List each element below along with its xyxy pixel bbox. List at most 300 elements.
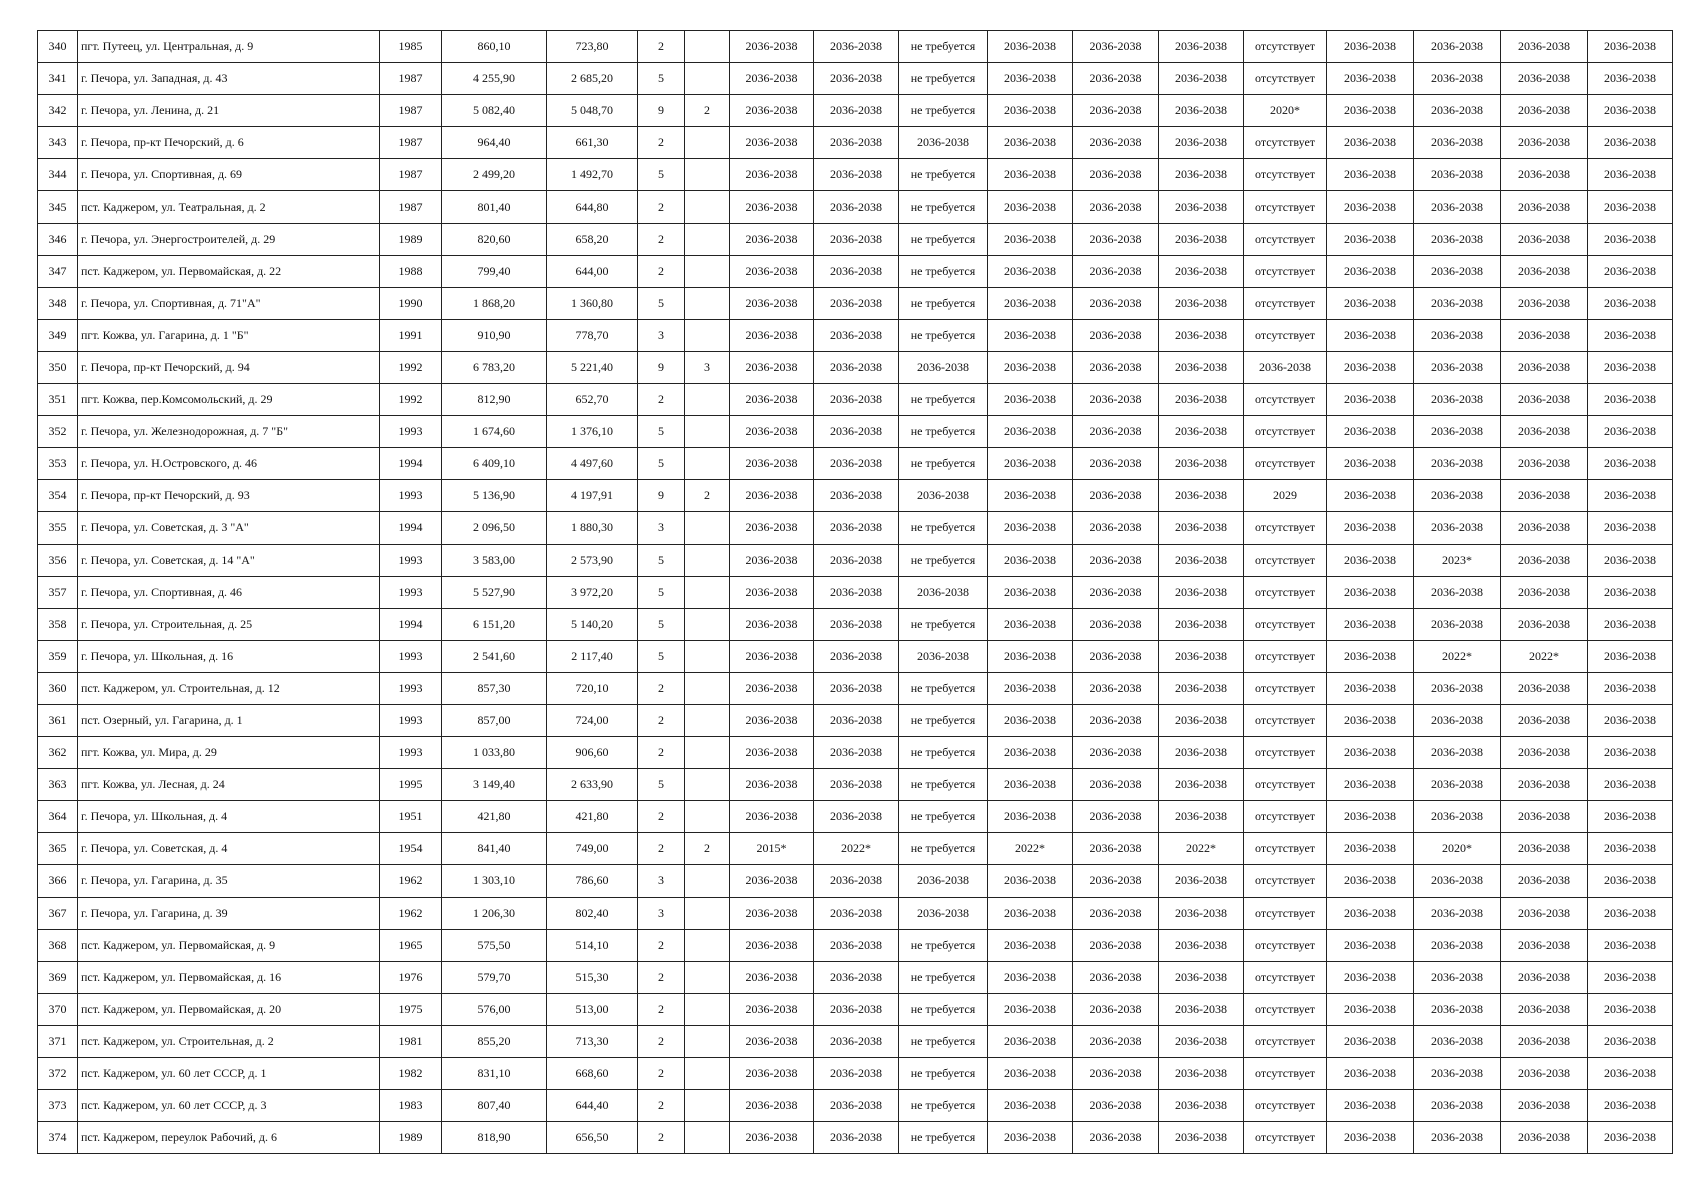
cell-repair-period-1: 2036-2038: [730, 480, 814, 512]
table-row: [38, 737, 1673, 769]
cell-repair-period-7: 2029: [1244, 480, 1327, 512]
cell-floors: 2: [638, 961, 685, 993]
cell-repair-period-10: 2036-2038: [1501, 737, 1588, 769]
cell-repair-period-8: 2036-2038: [1327, 416, 1414, 448]
cell-address: пст. Каджером, ул. 60 лет СССР, д. 1: [78, 1058, 380, 1090]
cell-repair-period-11: 2036-2038: [1588, 1090, 1673, 1122]
cell-repair-period-11: 2036-2038: [1588, 351, 1673, 383]
cell-entrances: [685, 223, 730, 255]
cell-repair-period-7: 2020*: [1244, 95, 1327, 127]
cell-row-number: 356: [38, 544, 78, 576]
cell-floors: 2: [638, 993, 685, 1025]
cell-repair-period-11: 2036-2038: [1588, 672, 1673, 704]
cell-total-area: 579,70: [442, 961, 547, 993]
cell-repair-period-5: 2036-2038: [1073, 95, 1159, 127]
cell-living-area: 656,50: [547, 1122, 638, 1154]
cell-entrances: [685, 737, 730, 769]
cell-total-area: 855,20: [442, 1025, 547, 1057]
table-row: [38, 287, 1673, 319]
cell-repair-period-8: 2036-2038: [1327, 480, 1414, 512]
cell-entrances: [685, 127, 730, 159]
cell-repair-period-4: 2036-2038: [988, 127, 1073, 159]
cell-repair-period-9: 2036-2038: [1414, 223, 1501, 255]
cell-address: г. Печора, пр-кт Печорский, д. 6: [78, 127, 380, 159]
cell-repair-period-6: 2022*: [1159, 833, 1244, 865]
cell-row-number: 348: [38, 287, 78, 319]
cell-repair-period-1: 2036-2038: [730, 737, 814, 769]
cell-address: пст. Каджером, ул. Первомайская, д. 9: [78, 929, 380, 961]
cell-repair-period-1: 2036-2038: [730, 672, 814, 704]
cell-repair-period-9: 2036-2038: [1414, 704, 1501, 736]
cell-living-area: 668,60: [547, 1058, 638, 1090]
cell-repair-period-4: 2036-2038: [988, 223, 1073, 255]
cell-repair-period-6: 2036-2038: [1159, 801, 1244, 833]
cell-entrances: [685, 1090, 730, 1122]
cell-repair-period-1: 2036-2038: [730, 576, 814, 608]
cell-repair-period-3: не требуется: [899, 191, 988, 223]
table-row: [38, 512, 1673, 544]
cell-repair-period-9: 2020*: [1414, 833, 1501, 865]
cell-year-built: 1993: [380, 480, 442, 512]
table-row: [38, 63, 1673, 95]
cell-repair-period-8: 2036-2038: [1327, 95, 1414, 127]
cell-floors: 3: [638, 897, 685, 929]
table-row: [38, 576, 1673, 608]
cell-repair-period-8: 2036-2038: [1327, 1122, 1414, 1154]
cell-repair-period-9: 2036-2038: [1414, 929, 1501, 961]
cell-repair-period-6: 2036-2038: [1159, 191, 1244, 223]
table-row: [38, 640, 1673, 672]
cell-year-built: 1993: [380, 672, 442, 704]
cell-repair-period-2: 2036-2038: [814, 255, 899, 287]
cell-repair-period-9: 2036-2038: [1414, 31, 1501, 63]
cell-living-area: 1 880,30: [547, 512, 638, 544]
cell-entrances: [685, 544, 730, 576]
cell-total-area: 841,40: [442, 833, 547, 865]
cell-row-number: 351: [38, 384, 78, 416]
cell-repair-period-10: 2036-2038: [1501, 512, 1588, 544]
cell-repair-period-5: 2036-2038: [1073, 31, 1159, 63]
cell-repair-period-4: 2036-2038: [988, 31, 1073, 63]
table-row: [38, 1058, 1673, 1090]
cell-repair-period-8: 2036-2038: [1327, 929, 1414, 961]
table-row: [38, 833, 1673, 865]
cell-repair-period-9: 2036-2038: [1414, 608, 1501, 640]
cell-repair-period-4: 2036-2038: [988, 640, 1073, 672]
cell-floors: 2: [638, 833, 685, 865]
cell-repair-period-9: 2036-2038: [1414, 1122, 1501, 1154]
cell-repair-period-1: 2036-2038: [730, 191, 814, 223]
cell-living-area: 720,10: [547, 672, 638, 704]
cell-repair-period-9: 2036-2038: [1414, 1025, 1501, 1057]
cell-repair-period-9: 2036-2038: [1414, 801, 1501, 833]
cell-repair-period-6: 2036-2038: [1159, 63, 1244, 95]
cell-floors: 5: [638, 416, 685, 448]
cell-living-area: 644,00: [547, 255, 638, 287]
cell-repair-period-8: 2036-2038: [1327, 801, 1414, 833]
cell-total-area: 5 136,90: [442, 480, 547, 512]
cell-repair-period-11: 2036-2038: [1588, 31, 1673, 63]
cell-year-built: 1994: [380, 608, 442, 640]
cell-year-built: 1990: [380, 287, 442, 319]
cell-repair-period-10: 2036-2038: [1501, 1090, 1588, 1122]
table-row: [38, 865, 1673, 897]
cell-repair-period-10: 2036-2038: [1501, 480, 1588, 512]
cell-repair-period-1: 2036-2038: [730, 608, 814, 640]
cell-repair-period-11: 2036-2038: [1588, 1122, 1673, 1154]
cell-row-number: 366: [38, 865, 78, 897]
cell-repair-period-4: 2036-2038: [988, 1122, 1073, 1154]
cell-entrances: [685, 576, 730, 608]
cell-repair-period-3: не требуется: [899, 512, 988, 544]
cell-living-area: 802,40: [547, 897, 638, 929]
cell-repair-period-1: 2036-2038: [730, 1025, 814, 1057]
cell-repair-period-6: 2036-2038: [1159, 737, 1244, 769]
cell-living-area: 4 197,91: [547, 480, 638, 512]
cell-living-area: 514,10: [547, 929, 638, 961]
cell-address: г. Печора, пр-кт Печорский, д. 94: [78, 351, 380, 383]
cell-total-area: 1 674,60: [442, 416, 547, 448]
cell-repair-period-1: 2036-2038: [730, 127, 814, 159]
cell-repair-period-7: отсутствует: [1244, 448, 1327, 480]
cell-repair-period-10: 2022*: [1501, 640, 1588, 672]
cell-repair-period-10: 2036-2038: [1501, 384, 1588, 416]
cell-repair-period-11: 2036-2038: [1588, 223, 1673, 255]
cell-repair-period-7: отсутствует: [1244, 640, 1327, 672]
cell-repair-period-4: 2036-2038: [988, 576, 1073, 608]
cell-repair-period-9: 2023*: [1414, 544, 1501, 576]
cell-year-built: 1987: [380, 95, 442, 127]
cell-repair-period-1: 2036-2038: [730, 255, 814, 287]
cell-repair-period-11: 2036-2038: [1588, 608, 1673, 640]
cell-year-built: 1995: [380, 769, 442, 801]
cell-repair-period-2: 2036-2038: [814, 416, 899, 448]
cell-repair-period-6: 2036-2038: [1159, 287, 1244, 319]
cell-repair-period-7: отсутствует: [1244, 833, 1327, 865]
cell-repair-period-11: 2036-2038: [1588, 255, 1673, 287]
cell-repair-period-2: 2036-2038: [814, 127, 899, 159]
table-row: [38, 672, 1673, 704]
cell-repair-period-8: 2036-2038: [1327, 512, 1414, 544]
cell-repair-period-3: не требуется: [899, 1058, 988, 1090]
cell-total-area: 812,90: [442, 384, 547, 416]
cell-repair-period-8: 2036-2038: [1327, 127, 1414, 159]
cell-repair-period-3: не требуется: [899, 448, 988, 480]
cell-row-number: 349: [38, 319, 78, 351]
cell-living-area: 906,60: [547, 737, 638, 769]
cell-repair-period-2: 2036-2038: [814, 672, 899, 704]
cell-repair-period-9: 2036-2038: [1414, 1058, 1501, 1090]
cell-repair-period-3: не требуется: [899, 31, 988, 63]
cell-repair-period-8: 2036-2038: [1327, 833, 1414, 865]
cell-row-number: 346: [38, 223, 78, 255]
cell-floors: 2: [638, 191, 685, 223]
cell-repair-period-6: 2036-2038: [1159, 576, 1244, 608]
cell-repair-period-10: 2036-2038: [1501, 448, 1588, 480]
table-row: [38, 191, 1673, 223]
cell-address: г. Печора, ул. Гагарина, д. 39: [78, 897, 380, 929]
cell-repair-period-2: 2036-2038: [814, 1122, 899, 1154]
cell-repair-period-5: 2036-2038: [1073, 480, 1159, 512]
cell-repair-period-6: 2036-2038: [1159, 223, 1244, 255]
cell-floors: 2: [638, 127, 685, 159]
cell-floors: 2: [638, 737, 685, 769]
cell-repair-period-1: 2015*: [730, 833, 814, 865]
cell-row-number: 353: [38, 448, 78, 480]
cell-repair-period-6: 2036-2038: [1159, 31, 1244, 63]
cell-repair-period-2: 2036-2038: [814, 897, 899, 929]
cell-repair-period-8: 2036-2038: [1327, 159, 1414, 191]
cell-floors: 2: [638, 255, 685, 287]
cell-total-area: 799,40: [442, 255, 547, 287]
cell-year-built: 1993: [380, 737, 442, 769]
table-row: [38, 351, 1673, 383]
cell-repair-period-2: 2036-2038: [814, 576, 899, 608]
cell-entrances: [685, 865, 730, 897]
cell-row-number: 367: [38, 897, 78, 929]
cell-living-area: 644,80: [547, 191, 638, 223]
cell-row-number: 354: [38, 480, 78, 512]
cell-address: пст. Каджером, ул. Первомайская, д. 16: [78, 961, 380, 993]
cell-row-number: 355: [38, 512, 78, 544]
cell-repair-period-4: 2036-2038: [988, 351, 1073, 383]
cell-living-area: 713,30: [547, 1025, 638, 1057]
cell-address: г. Печора, ул. Ленина, д. 21: [78, 95, 380, 127]
cell-repair-period-10: 2036-2038: [1501, 769, 1588, 801]
cell-repair-period-10: 2036-2038: [1501, 897, 1588, 929]
cell-repair-period-6: 2036-2038: [1159, 961, 1244, 993]
cell-repair-period-3: не требуется: [899, 384, 988, 416]
cell-floors: 2: [638, 1122, 685, 1154]
cell-repair-period-4: 2036-2038: [988, 255, 1073, 287]
cell-repair-period-1: 2036-2038: [730, 31, 814, 63]
cell-repair-period-11: 2036-2038: [1588, 897, 1673, 929]
cell-repair-period-11: 2036-2038: [1588, 576, 1673, 608]
cell-repair-period-11: 2036-2038: [1588, 416, 1673, 448]
cell-repair-period-5: 2036-2038: [1073, 865, 1159, 897]
cell-repair-period-10: 2036-2038: [1501, 223, 1588, 255]
cell-repair-period-6: 2036-2038: [1159, 448, 1244, 480]
cell-repair-period-8: 2036-2038: [1327, 63, 1414, 95]
cell-repair-period-7: отсутствует: [1244, 319, 1327, 351]
cell-repair-period-3: не требуется: [899, 319, 988, 351]
cell-repair-period-11: 2036-2038: [1588, 287, 1673, 319]
cell-total-area: 4 255,90: [442, 63, 547, 95]
cell-repair-period-5: 2036-2038: [1073, 127, 1159, 159]
cell-total-area: 421,80: [442, 801, 547, 833]
cell-repair-period-2: 2036-2038: [814, 319, 899, 351]
cell-total-area: 2 541,60: [442, 640, 547, 672]
cell-year-built: 1975: [380, 993, 442, 1025]
cell-entrances: [685, 287, 730, 319]
cell-year-built: 1994: [380, 512, 442, 544]
cell-repair-period-1: 2036-2038: [730, 801, 814, 833]
cell-repair-period-9: 2036-2038: [1414, 384, 1501, 416]
cell-repair-period-9: 2036-2038: [1414, 319, 1501, 351]
cell-living-area: 2 685,20: [547, 63, 638, 95]
cell-floors: 5: [638, 576, 685, 608]
cell-entrances: 2: [685, 833, 730, 865]
cell-total-area: 818,90: [442, 1122, 547, 1154]
cell-repair-period-6: 2036-2038: [1159, 704, 1244, 736]
cell-repair-period-1: 2036-2038: [730, 993, 814, 1025]
cell-repair-period-11: 2036-2038: [1588, 737, 1673, 769]
cell-repair-period-2: 2036-2038: [814, 384, 899, 416]
cell-address: пст. Каджером, ул. Строительная, д. 12: [78, 672, 380, 704]
cell-repair-period-7: отсутствует: [1244, 416, 1327, 448]
cell-repair-period-11: 2036-2038: [1588, 801, 1673, 833]
table-row: [38, 993, 1673, 1025]
cell-entrances: [685, 1058, 730, 1090]
cell-repair-period-5: 2036-2038: [1073, 640, 1159, 672]
cell-repair-period-2: 2036-2038: [814, 63, 899, 95]
cell-repair-period-4: 2036-2038: [988, 1090, 1073, 1122]
cell-row-number: 373: [38, 1090, 78, 1122]
cell-repair-period-5: 2036-2038: [1073, 416, 1159, 448]
cell-repair-period-1: 2036-2038: [730, 63, 814, 95]
cell-repair-period-10: 2036-2038: [1501, 287, 1588, 319]
cell-total-area: 6 409,10: [442, 448, 547, 480]
cell-living-area: 786,60: [547, 865, 638, 897]
cell-repair-period-9: 2036-2038: [1414, 480, 1501, 512]
cell-entrances: 2: [685, 480, 730, 512]
cell-repair-period-1: 2036-2038: [730, 351, 814, 383]
cell-repair-period-2: 2036-2038: [814, 223, 899, 255]
cell-row-number: 363: [38, 769, 78, 801]
cell-repair-period-8: 2036-2038: [1327, 448, 1414, 480]
cell-repair-period-6: 2036-2038: [1159, 1090, 1244, 1122]
cell-repair-period-6: 2036-2038: [1159, 544, 1244, 576]
cell-repair-period-3: не требуется: [899, 1122, 988, 1154]
cell-repair-period-9: 2036-2038: [1414, 897, 1501, 929]
cell-address: г. Печора, ул. Спортивная, д. 71"А": [78, 287, 380, 319]
cell-entrances: [685, 769, 730, 801]
cell-repair-period-5: 2036-2038: [1073, 672, 1159, 704]
table-row: [38, 416, 1673, 448]
cell-repair-period-7: отсутствует: [1244, 287, 1327, 319]
cell-repair-period-11: 2036-2038: [1588, 640, 1673, 672]
cell-repair-period-11: 2036-2038: [1588, 384, 1673, 416]
cell-repair-period-1: 2036-2038: [730, 1058, 814, 1090]
cell-repair-period-11: 2036-2038: [1588, 1025, 1673, 1057]
cell-entrances: [685, 608, 730, 640]
table-row: [38, 929, 1673, 961]
cell-repair-period-5: 2036-2038: [1073, 512, 1159, 544]
cell-repair-period-5: 2036-2038: [1073, 769, 1159, 801]
cell-repair-period-9: 2036-2038: [1414, 127, 1501, 159]
cell-row-number: 352: [38, 416, 78, 448]
cell-entrances: [685, 897, 730, 929]
cell-repair-period-5: 2036-2038: [1073, 159, 1159, 191]
cell-floors: 5: [638, 287, 685, 319]
cell-floors: 3: [638, 865, 685, 897]
cell-address: пст. Каджером, ул. 60 лет СССР, д. 3: [78, 1090, 380, 1122]
cell-row-number: 344: [38, 159, 78, 191]
cell-entrances: [685, 384, 730, 416]
cell-entrances: [685, 63, 730, 95]
cell-repair-period-7: отсутствует: [1244, 961, 1327, 993]
cell-repair-period-5: 2036-2038: [1073, 351, 1159, 383]
cell-repair-period-9: 2036-2038: [1414, 512, 1501, 544]
cell-repair-period-11: 2036-2038: [1588, 480, 1673, 512]
cell-repair-period-9: 2036-2038: [1414, 448, 1501, 480]
cell-repair-period-4: 2022*: [988, 833, 1073, 865]
cell-repair-period-7: отсутствует: [1244, 512, 1327, 544]
cell-address: г. Печора, ул. Спортивная, д. 69: [78, 159, 380, 191]
cell-repair-period-8: 2036-2038: [1327, 704, 1414, 736]
cell-repair-period-8: 2036-2038: [1327, 576, 1414, 608]
cell-repair-period-7: отсутствует: [1244, 31, 1327, 63]
cell-entrances: [685, 31, 730, 63]
cell-repair-period-11: 2036-2038: [1588, 929, 1673, 961]
cell-entrances: [685, 640, 730, 672]
cell-total-area: 831,10: [442, 1058, 547, 1090]
table-row: [38, 801, 1673, 833]
cell-repair-period-7: отсутствует: [1244, 191, 1327, 223]
cell-repair-period-6: 2036-2038: [1159, 480, 1244, 512]
cell-repair-period-1: 2036-2038: [730, 544, 814, 576]
cell-repair-period-3: не требуется: [899, 769, 988, 801]
cell-repair-period-8: 2036-2038: [1327, 191, 1414, 223]
cell-repair-period-7: отсутствует: [1244, 993, 1327, 1025]
cell-total-area: 801,40: [442, 191, 547, 223]
cell-repair-period-10: 2036-2038: [1501, 704, 1588, 736]
cell-repair-period-11: 2036-2038: [1588, 865, 1673, 897]
cell-floors: 2: [638, 672, 685, 704]
cell-repair-period-1: 2036-2038: [730, 512, 814, 544]
cell-repair-period-4: 2036-2038: [988, 159, 1073, 191]
cell-repair-period-5: 2036-2038: [1073, 1090, 1159, 1122]
table-row: [38, 769, 1673, 801]
cell-living-area: 3 972,20: [547, 576, 638, 608]
cell-repair-period-5: 2036-2038: [1073, 287, 1159, 319]
cell-repair-period-4: 2036-2038: [988, 704, 1073, 736]
cell-repair-period-4: 2036-2038: [988, 191, 1073, 223]
cell-repair-period-4: 2036-2038: [988, 801, 1073, 833]
cell-repair-period-4: 2036-2038: [988, 448, 1073, 480]
cell-repair-period-9: 2036-2038: [1414, 287, 1501, 319]
cell-repair-period-7: отсутствует: [1244, 223, 1327, 255]
cell-repair-period-6: 2036-2038: [1159, 255, 1244, 287]
cell-total-area: 576,00: [442, 993, 547, 1025]
cell-repair-period-4: 2036-2038: [988, 993, 1073, 1025]
cell-repair-period-6: 2036-2038: [1159, 608, 1244, 640]
table-row: [38, 1122, 1673, 1154]
cell-floors: 5: [638, 608, 685, 640]
cell-repair-period-9: 2036-2038: [1414, 993, 1501, 1025]
cell-row-number: 371: [38, 1025, 78, 1057]
cell-total-area: 857,00: [442, 704, 547, 736]
cell-repair-period-2: 2036-2038: [814, 1090, 899, 1122]
cell-repair-period-7: отсутствует: [1244, 704, 1327, 736]
cell-repair-period-7: отсутствует: [1244, 608, 1327, 640]
cell-floors: 5: [638, 448, 685, 480]
cell-floors: 2: [638, 704, 685, 736]
cell-repair-period-6: 2036-2038: [1159, 319, 1244, 351]
cell-row-number: 370: [38, 993, 78, 1025]
cell-repair-period-4: 2036-2038: [988, 512, 1073, 544]
cell-entrances: [685, 416, 730, 448]
cell-repair-period-8: 2036-2038: [1327, 287, 1414, 319]
table-row: [38, 480, 1673, 512]
cell-floors: 2: [638, 384, 685, 416]
cell-repair-period-5: 2036-2038: [1073, 833, 1159, 865]
cell-row-number: 357: [38, 576, 78, 608]
cell-repair-period-10: 2036-2038: [1501, 255, 1588, 287]
cell-repair-period-8: 2036-2038: [1327, 608, 1414, 640]
cell-living-area: 513,00: [547, 993, 638, 1025]
cell-repair-period-4: 2036-2038: [988, 1058, 1073, 1090]
